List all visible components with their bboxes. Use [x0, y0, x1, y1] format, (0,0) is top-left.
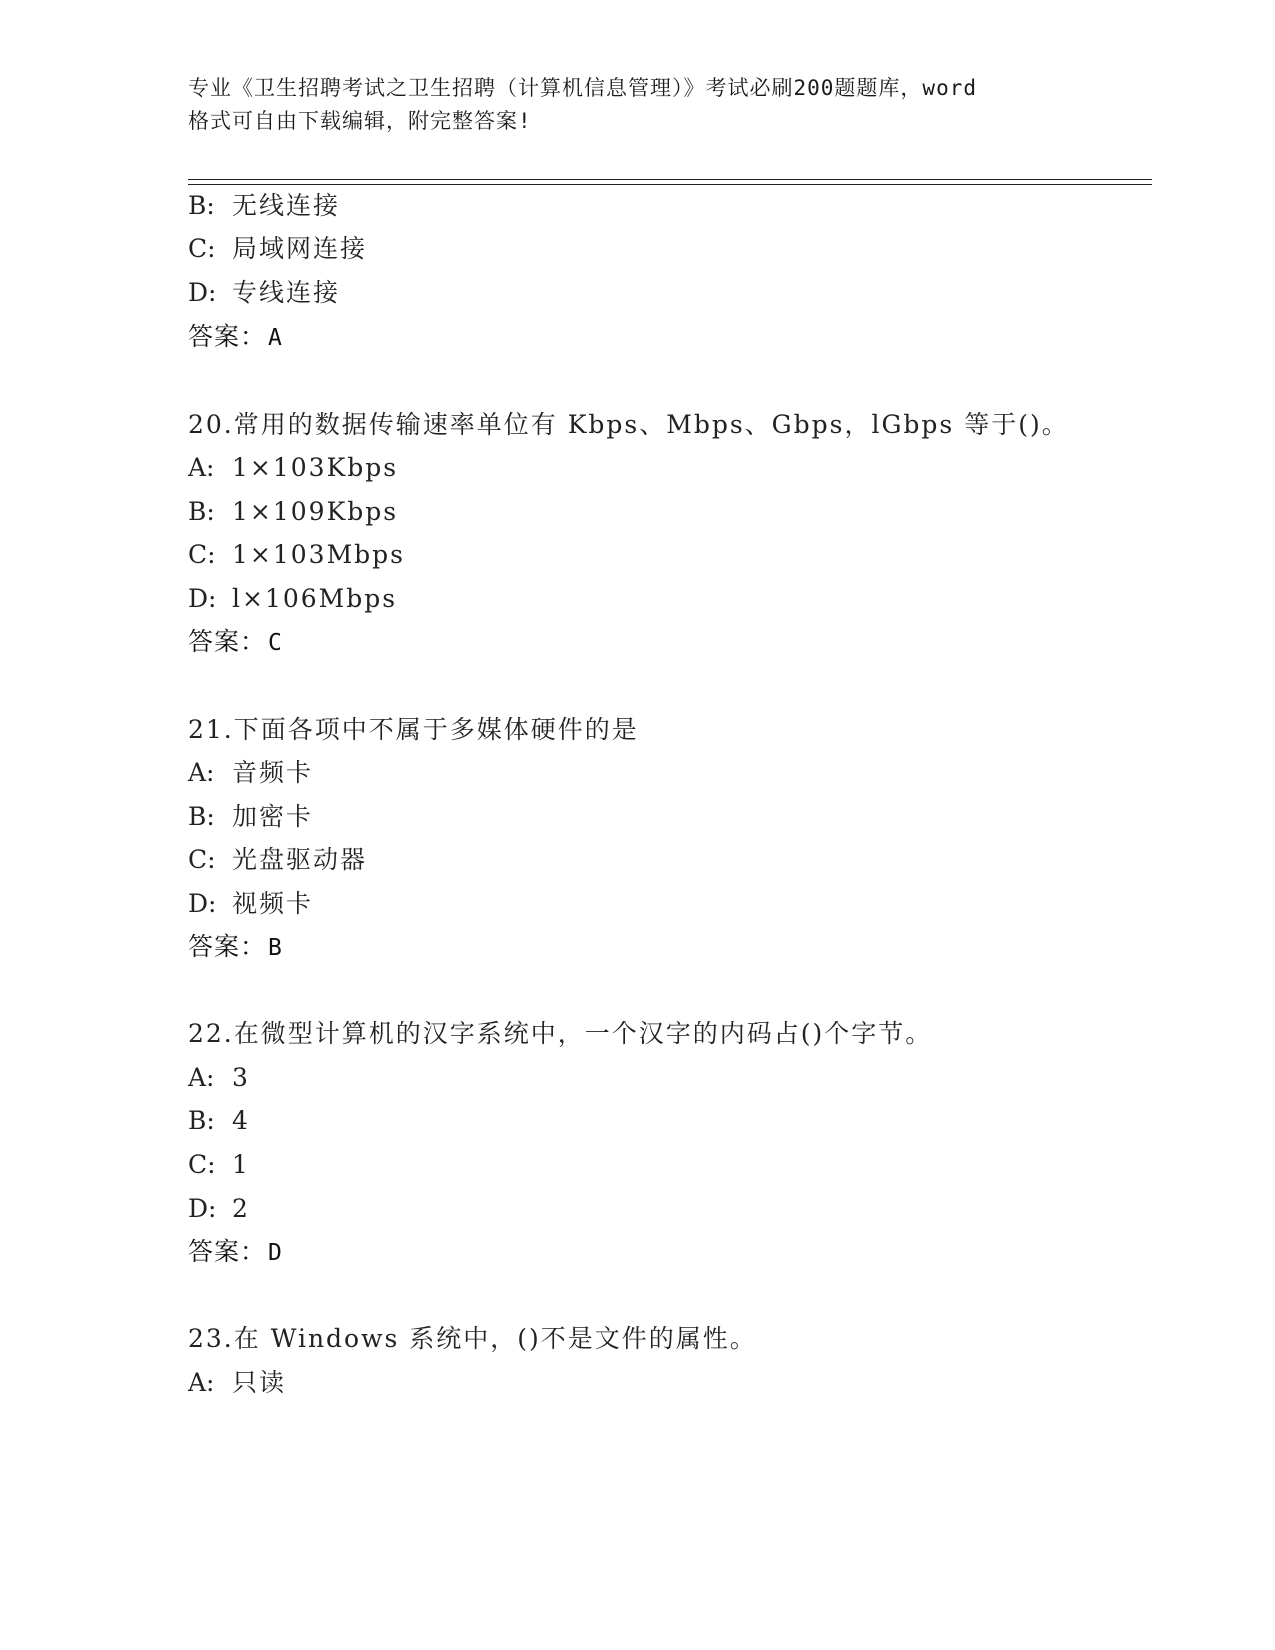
option-a: A: 只读 — [188, 1368, 287, 1397]
answer-line: 答案：A — [188, 322, 283, 351]
header-line-2: 格式可自由下载编辑，附完整答案! — [188, 109, 532, 133]
option-c: C: 1×103Mbps — [188, 540, 406, 569]
option-a: A: 音频卡 — [188, 758, 314, 787]
option-b: B: 1×109Kbps — [188, 497, 399, 526]
question-stem: 23.在 Windows 系统中，()不是文件的属性。 — [188, 1324, 757, 1353]
option-a: A: 1×103Kbps — [188, 453, 399, 482]
option-c: C: 1 — [188, 1150, 250, 1179]
answer-line: 答案：C — [188, 627, 283, 656]
option-b: B: 加密卡 — [188, 802, 314, 831]
question-stem: 21.下面各项中不属于多媒体硬件的是 — [188, 715, 639, 744]
option-a: A: 3 — [188, 1063, 250, 1092]
answer-line: 答案：B — [188, 932, 283, 961]
option-c: C: 局域网连接 — [188, 234, 368, 263]
header-divider-top — [188, 179, 1152, 180]
question-stem: 22.在微型计算机的汉字系统中，一个汉字的内码占()个字节。 — [188, 1019, 933, 1048]
option-d: D: 视频卡 — [188, 889, 314, 918]
option-d: D: 2 — [188, 1194, 250, 1223]
header-line-1: 专业《卫生招聘考试之卫生招聘（计算机信息管理）》考试必刷200题题库，word — [188, 76, 977, 100]
option-b: B: 4 — [188, 1106, 250, 1135]
question-stem: 20.常用的数据传输速率单位有 Kbps、Mbps、Gbps，lGbps 等于()。 — [188, 410, 1069, 439]
option-d: D: 专线连接 — [188, 278, 341, 307]
option-c: C: 光盘驱动器 — [188, 845, 368, 874]
option-d: D: l×106Mbps — [188, 584, 398, 613]
header-divider-bottom — [188, 184, 1152, 185]
option-b: B: 无线连接 — [188, 191, 341, 220]
document-header — [188, 72, 1088, 138]
answer-line: 答案：D — [188, 1237, 283, 1266]
